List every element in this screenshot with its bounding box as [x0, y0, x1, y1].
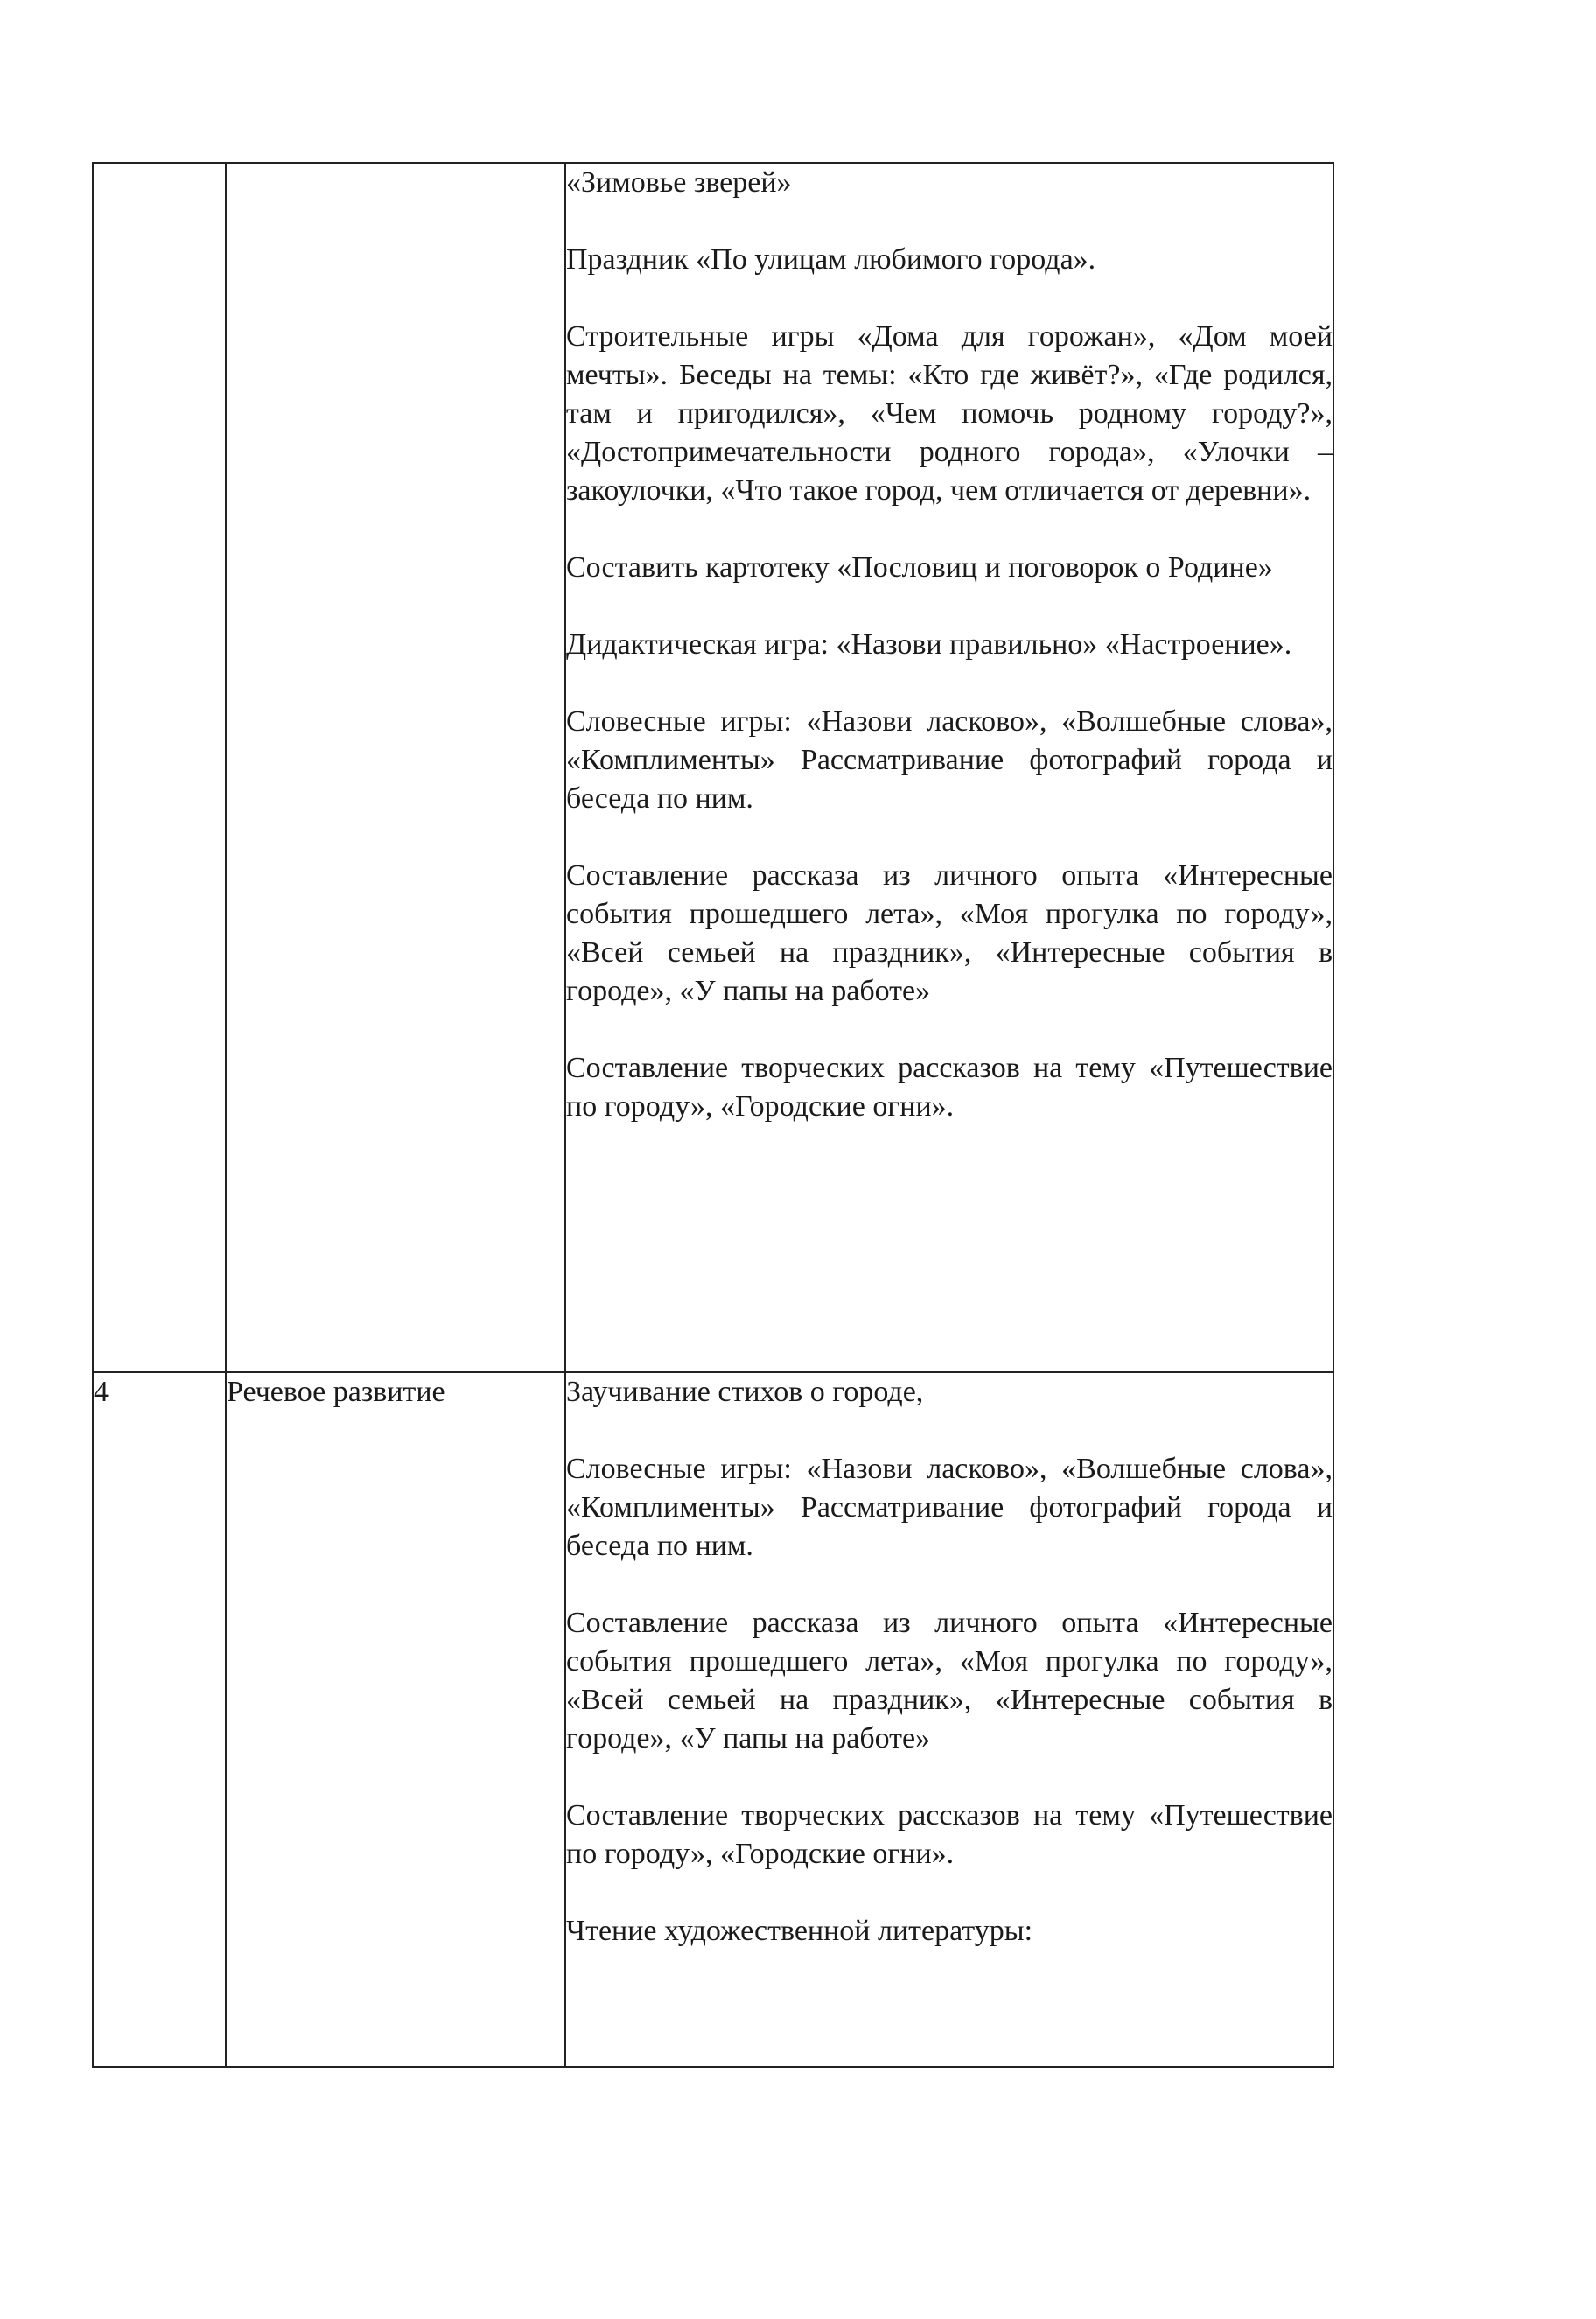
content-paragraph: Словесные игры: «Назови ласково», «Волшебные слова», «Комплименты» Рассматривание фотографий города и беседа по ним.	[566, 705, 1333, 815]
content-paragraph: Составление творческих рассказов на тему «Путешествие по городу», «Городские огни».	[566, 1799, 1333, 1870]
content-paragraph: Составление творческих рассказов на тему «Путешествие по городу», «Городские огни».	[566, 1052, 1333, 1123]
content-paragraph: «Зимовье зверей»	[566, 166, 792, 199]
content-cell	[565, 163, 1334, 1372]
content-paragraph: Строительные игры «Дома для горожан», «Дом моей мечты». Беседы на темы: «Кто где живёт?», «Где родился, там и пригодился», «Чем помочь родному городу?», «Достопримечательности родного города», «Улочки – закоулочки, «Что такое город, чем отличается от деревни».	[566, 320, 1333, 507]
row-number-cell	[93, 163, 226, 1372]
row-number: 4	[94, 1376, 108, 1408]
content-paragraph: Праздник «По улицам любимого города».	[566, 243, 1096, 276]
table-row	[93, 1372, 1334, 2067]
content-paragraph: Составить картотеку «Пословиц и поговорок о Родине»	[566, 551, 1273, 584]
area-label: Речевое развитие	[227, 1376, 445, 1408]
row-number-cell	[93, 1372, 226, 2067]
content-paragraph: Словесные игры: «Назови ласково», «Волшебные слова», «Комплименты» Рассматривание фотографий города и беседа по ним.	[566, 1453, 1333, 1562]
content-cell	[565, 1372, 1334, 2067]
content-paragraph: Заучивание стихов о городе,	[566, 1376, 924, 1408]
area-cell	[226, 1372, 565, 2067]
content-paragraph: Чтение художественной литературы:	[566, 1915, 1033, 1947]
area-cell	[226, 163, 565, 1372]
content-paragraph: Составление рассказа из личного опыта «Интересные события прошедшего лета», «Моя прогулка по городу», «Всей семьей на праздник», «Интересные события в городе», «У папы на работе»	[566, 859, 1333, 1007]
activity-table	[92, 162, 1334, 2068]
table-row	[93, 163, 1334, 1372]
content-paragraph: Составление рассказа из личного опыта «Интересные события прошедшего лета», «Моя прогулка по городу», «Всей семьей на праздник», «Интересные события в городе», «У папы на работе»	[566, 1607, 1333, 1755]
content-paragraph: Дидактическая игра: «Назови правильно» «Настроение».	[566, 628, 1292, 661]
